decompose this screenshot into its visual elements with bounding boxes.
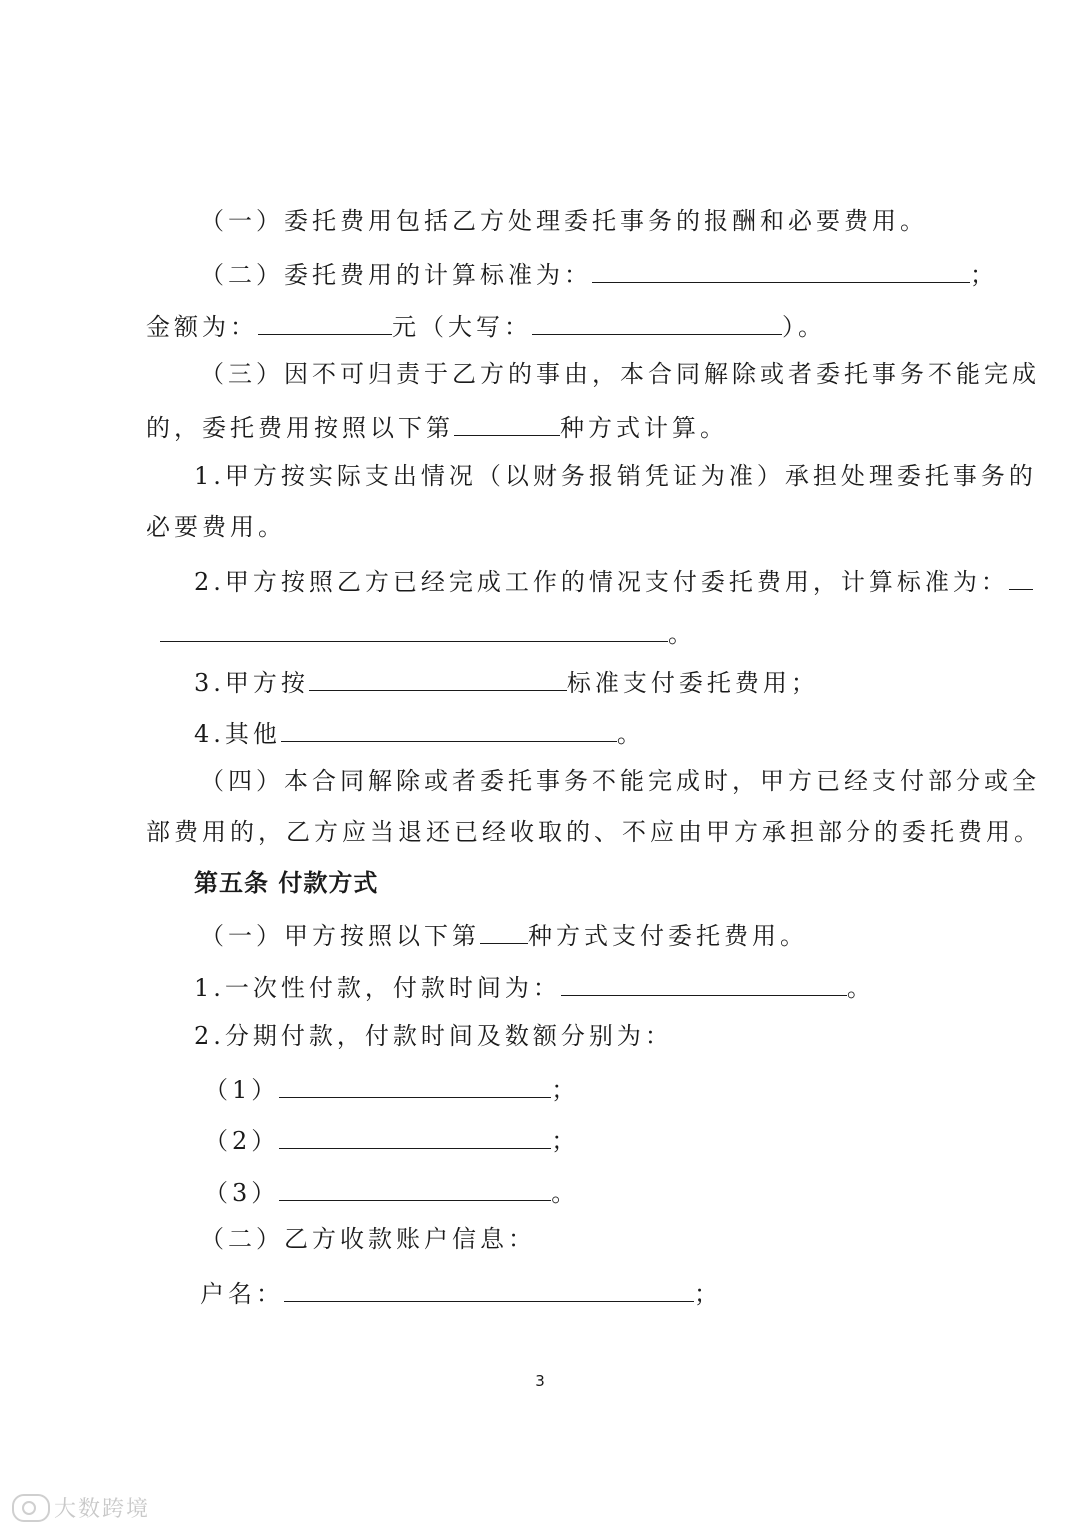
item-2-line-2: 。 [160,613,696,649]
account-name-blank[interactable] [284,1273,694,1302]
installment-3: （3） 。 [204,1172,579,1208]
clause-5-1: （一）甲方按照以下第 种方式支付委托费用。 [200,915,808,951]
watermark [12,1492,150,1523]
watermark-text: 大数跨境 [54,1497,151,1522]
amount-blank[interactable] [258,306,392,335]
payment-time-blank[interactable] [561,967,847,996]
installment-1-blank[interactable] [279,1069,551,1098]
account-name-line: 户名： ； [200,1273,722,1309]
clause-2-4-line-1: （四）本合同解除或者委托事务不能完成时，甲方已经支付部分或全 [200,767,1040,795]
item-3-blank[interactable] [309,662,567,691]
fee-standard-blank[interactable] [592,254,970,283]
clause-5-2: （二）乙方收款账户信息： [200,1225,536,1253]
clause-2-1: （一）委托费用包括乙方处理委托事务的报酬和必要费用。 [200,207,928,235]
clause-2-3-line-2: 的，委托费用按照以下第 种方式计算。 [146,407,728,443]
clause-2-3-line-1: （三）因不可归责于乙方的事由，本合同解除或者委托事务不能完成 [200,360,1040,388]
amount-line: 金额为： 元（大写： ）。 [146,306,826,342]
item-2-line-1: 2.甲方按照乙方已经完成工作的情况支付委托费用，计算标准为： [194,561,1033,597]
item-1-line-2: 必要费用。 [146,513,286,541]
article-5-title: 第五条 付款方式 [194,869,379,897]
item-4-blank[interactable] [281,713,617,742]
installment-2: （2） ； [204,1120,579,1156]
clause-2-2: （二）委托费用的计算标准为： ； [200,254,998,290]
amount-capital-blank[interactable] [532,306,782,335]
payment-1: 1.一次性付款，付款时间为： 。 [194,967,875,1003]
item-2-blank-start[interactable] [1009,561,1033,590]
item-3: 3.甲方按 标准支付委托费用； [194,662,819,698]
installment-2-blank[interactable] [279,1120,551,1149]
payment-method-blank[interactable] [480,915,528,944]
item-1-line-1: 1.甲方按实际支出情况（以财务报销凭证为准）承担处理委托事务的 [194,462,1037,490]
installment-3-blank[interactable] [279,1172,551,1201]
item-2-standard-blank[interactable] [160,613,668,642]
calc-method-blank[interactable] [454,407,560,436]
watermark-logo-icon [12,1494,50,1522]
page-number: 3 [535,1372,545,1390]
installment-1: （1） ； [204,1069,579,1105]
item-4: 4.其他 。 [194,713,645,749]
clause-2-4-line-2: 部费用的，乙方应当退还已经收取的、不应由甲方承担部分的委托费用。 [146,818,1042,846]
payment-2: 2.分期付款，付款时间及数额分别为： [194,1022,673,1050]
